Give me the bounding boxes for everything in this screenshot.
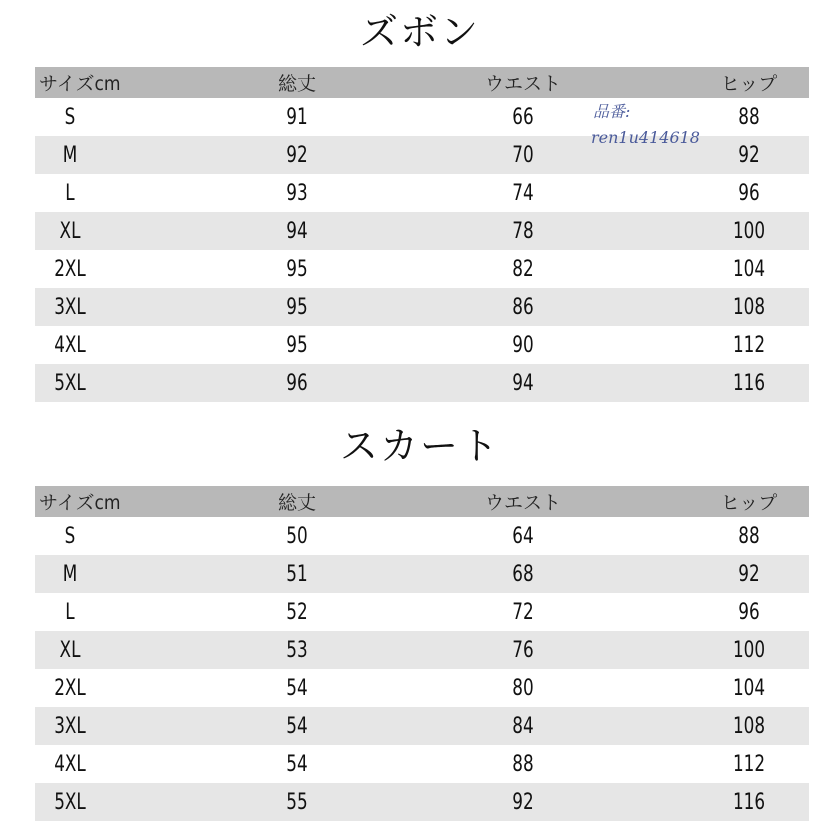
size-cell: 5XL [54, 789, 86, 815]
size-cell: L [65, 599, 75, 625]
hip-cell: 112 [732, 751, 766, 777]
size-cell: M [62, 142, 78, 168]
waist-cell: 68 [512, 561, 534, 587]
length-cell: 95 [286, 294, 308, 320]
table-row [35, 517, 809, 555]
product-code-label: 品番: [593, 102, 631, 121]
product-code-value: ren1u414618 [591, 128, 700, 147]
hip-cell: 100 [732, 218, 766, 244]
waist-cell: 66 [512, 104, 534, 130]
table-row [35, 783, 809, 821]
waist-cell: 84 [512, 713, 534, 739]
pants-title: ズボン [359, 10, 480, 54]
size-cell: 3XL [54, 713, 86, 739]
hip-cell: 108 [732, 294, 766, 320]
table-row [35, 364, 809, 402]
hip-cell: 88 [738, 104, 760, 130]
waist-cell: 90 [512, 332, 534, 358]
hip-cell: 92 [738, 142, 760, 168]
size-cell: 5XL [54, 370, 86, 396]
header-size: サイズcm [39, 492, 121, 514]
waist-cell: 86 [512, 294, 534, 320]
length-cell: 54 [286, 675, 308, 701]
hip-cell: 104 [732, 256, 766, 282]
waist-cell: 92 [512, 789, 534, 815]
skirt-title: スカート [339, 424, 500, 468]
waist-cell: 70 [512, 142, 534, 168]
length-cell: 92 [286, 142, 308, 168]
table-row [35, 250, 809, 288]
hip-cell: 116 [732, 370, 766, 396]
length-cell: 96 [286, 370, 308, 396]
size-cell: 4XL [54, 751, 86, 777]
length-cell: 54 [286, 751, 308, 777]
hip-cell: 112 [732, 332, 766, 358]
waist-cell: 80 [512, 675, 534, 701]
hip-cell: 96 [738, 599, 760, 625]
length-cell: 54 [286, 713, 308, 739]
header-hip: ヒップ [720, 73, 778, 95]
length-cell: 93 [286, 180, 308, 206]
table-row [35, 174, 809, 212]
size-cell: 2XL [54, 256, 86, 282]
table-row [35, 555, 809, 593]
product-code-watermark [591, 99, 700, 151]
waist-cell: 72 [512, 599, 534, 625]
length-cell: 55 [286, 789, 308, 815]
hip-cell: 108 [732, 713, 766, 739]
size-cell: S [64, 523, 76, 549]
length-cell: 94 [286, 218, 308, 244]
length-cell: 95 [286, 256, 308, 282]
header-waist: ウエスト [484, 492, 561, 514]
length-cell: 50 [286, 523, 308, 549]
table-row [35, 212, 809, 250]
table-row [35, 669, 809, 707]
hip-cell: 96 [738, 180, 760, 206]
table-row [35, 745, 809, 783]
table-row [35, 326, 809, 364]
header-hip: ヒップ [720, 492, 778, 514]
hip-cell: 104 [732, 675, 766, 701]
hip-cell: 92 [738, 561, 760, 587]
header-length: 総丈 [277, 73, 316, 95]
skirt-size-table [35, 486, 809, 821]
header-waist: ウエスト [484, 73, 561, 95]
waist-cell: 74 [512, 180, 534, 206]
length-cell: 53 [286, 637, 308, 663]
table-header-row [35, 67, 809, 98]
table-header-row [35, 486, 809, 517]
header-length: 総丈 [277, 492, 316, 514]
waist-cell: 64 [512, 523, 534, 549]
length-cell: 51 [286, 561, 308, 587]
waist-cell: 78 [512, 218, 534, 244]
size-cell: 4XL [54, 332, 86, 358]
hip-cell: 88 [738, 523, 760, 549]
length-cell: 91 [286, 104, 308, 130]
size-cell: L [65, 180, 75, 206]
table-row [35, 288, 809, 326]
table-row [35, 707, 809, 745]
size-cell: XL [59, 637, 81, 663]
size-cell: S [64, 104, 76, 130]
hip-cell: 100 [732, 637, 766, 663]
length-cell: 95 [286, 332, 308, 358]
header-size: サイズcm [39, 73, 121, 95]
size-cell: M [62, 561, 78, 587]
table-row [35, 593, 809, 631]
hip-cell: 116 [732, 789, 766, 815]
size-cell: 3XL [54, 294, 86, 320]
size-cell: XL [59, 218, 81, 244]
waist-cell: 82 [512, 256, 534, 282]
length-cell: 52 [286, 599, 308, 625]
size-cell: 2XL [54, 675, 86, 701]
table-row [35, 631, 809, 669]
waist-cell: 76 [512, 637, 534, 663]
waist-cell: 94 [512, 370, 534, 396]
waist-cell: 88 [512, 751, 534, 777]
